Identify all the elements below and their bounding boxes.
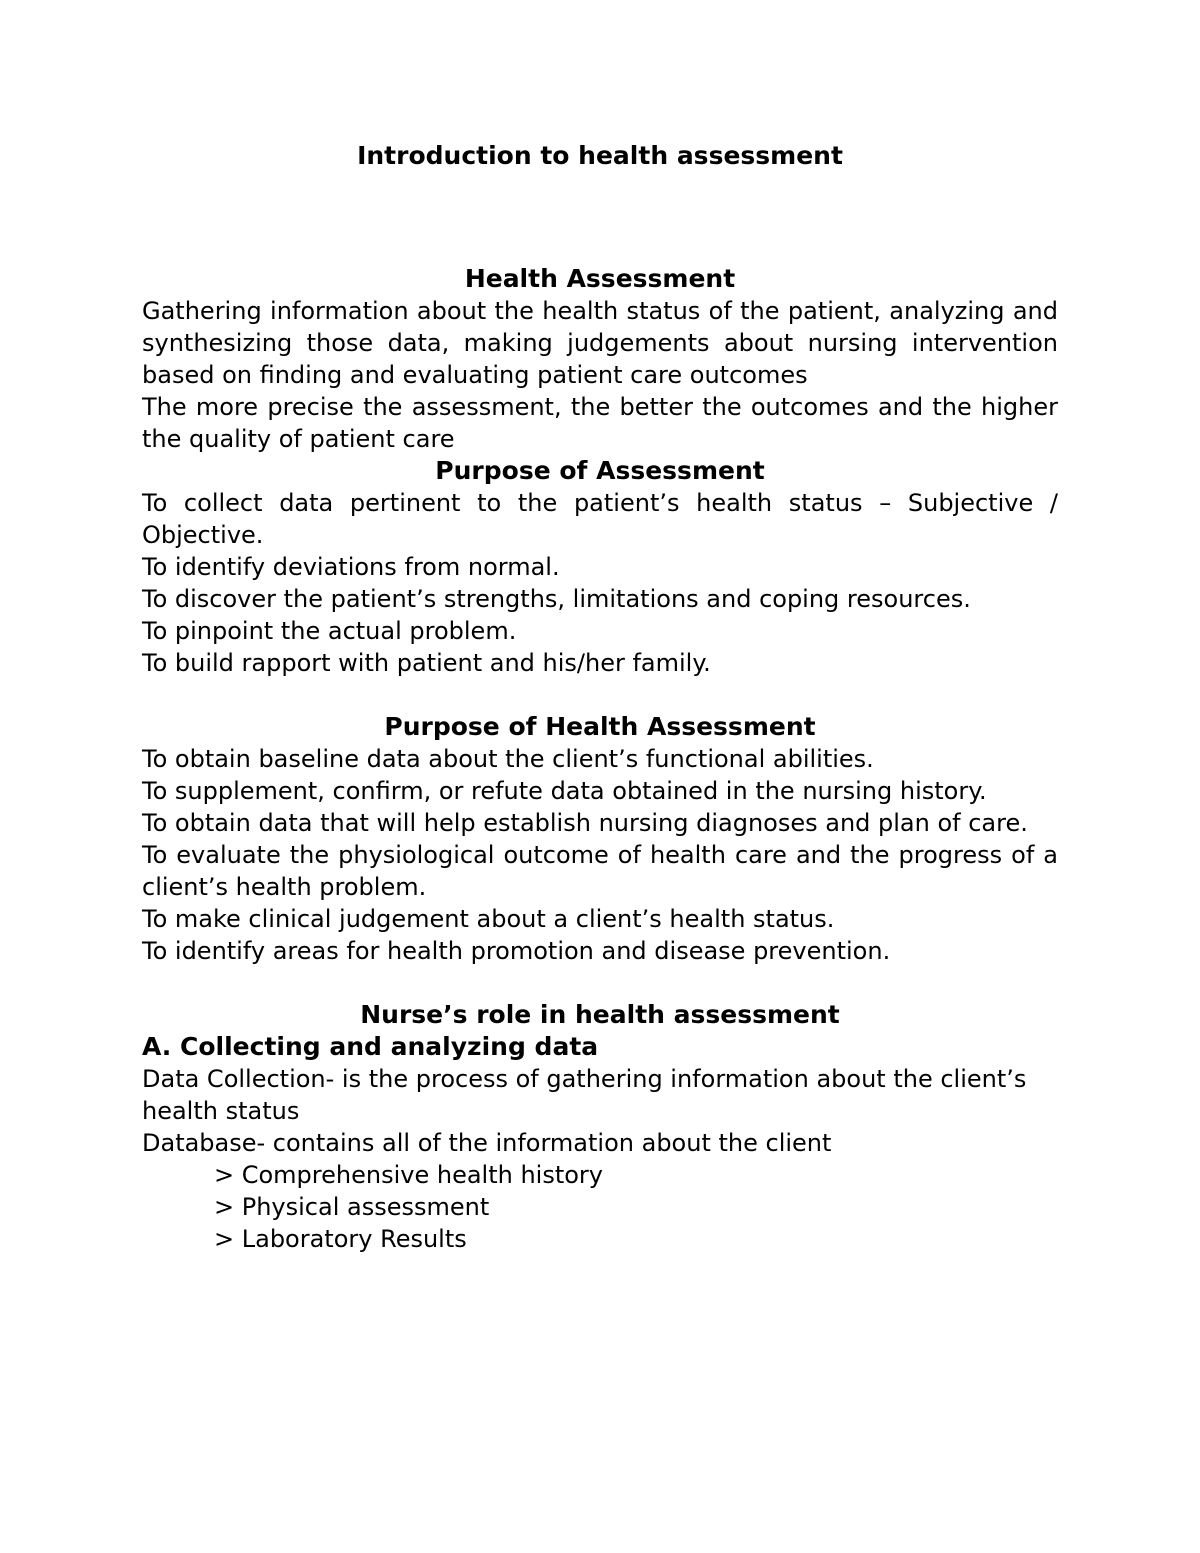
document-body — [142, 263, 1058, 1255]
list-item: To build rapport with patient and his/her family. — [142, 649, 711, 677]
section-purpose-of-health-assessment — [142, 711, 1058, 967]
list-item: To discover the patient’s strengths, limitations and coping resources. — [142, 585, 971, 613]
heading-nurses-role: Nurse’s role in health assessment — [360, 1000, 840, 1029]
document-title: Introduction to health assessment — [357, 141, 843, 170]
list-item: To obtain data that will help establish nursing diagnoses and plan of care. — [142, 809, 1028, 837]
heading-health-assessment: Health Assessment — [464, 264, 736, 293]
list-item: To pinpoint the actual problem. — [142, 617, 517, 645]
paragraph: Gathering information about the health status of the patient, analyzing and synthesizing those data, making judgements about nursing intervention based on finding and evaluating patient care outcomes — [142, 297, 1058, 389]
bullet-item: > Laboratory Results — [214, 1225, 467, 1253]
definition: Database- contains all of the information about the client — [142, 1129, 832, 1157]
bullet-item: > Comprehensive health history — [214, 1161, 604, 1189]
section-nurses-role — [142, 999, 1058, 1255]
section-purpose-of-assessment — [142, 455, 1058, 679]
list-item: To make clinical judgement about a client’s health status. — [142, 905, 835, 933]
list-item: To identify deviations from normal. — [142, 553, 560, 581]
list-item: To obtain baseline data about the client’s functional abilities. — [142, 745, 874, 773]
spacer — [142, 679, 1058, 711]
heading-purpose-of-assessment: Purpose of Assessment — [435, 456, 765, 485]
subheading-collecting-data: A. Collecting and analyzing data — [142, 1032, 599, 1061]
list-item: To identify areas for health promotion and disease prevention. — [142, 937, 891, 965]
list-item: To evaluate the physiological outcome of health care and the progress of a client’s health problem. — [142, 841, 1058, 901]
heading-purpose-of-health-assessment: Purpose of Health Assessment — [384, 712, 816, 741]
section-health-assessment — [142, 263, 1058, 455]
definition: Data Collection- is the process of gathering information about the client’s health status — [142, 1065, 1027, 1125]
bullet-item: > Physical assessment — [214, 1193, 490, 1221]
list-item: To supplement, confirm, or refute data obtained in the nursing history. — [142, 777, 987, 805]
paragraph: The more precise the assessment, the better the outcomes and the higher the quality of patient care — [142, 393, 1058, 453]
spacer — [142, 967, 1058, 999]
list-item: To collect data pertinent to the patient’s health status – Subjective / Objective. — [142, 489, 1058, 549]
